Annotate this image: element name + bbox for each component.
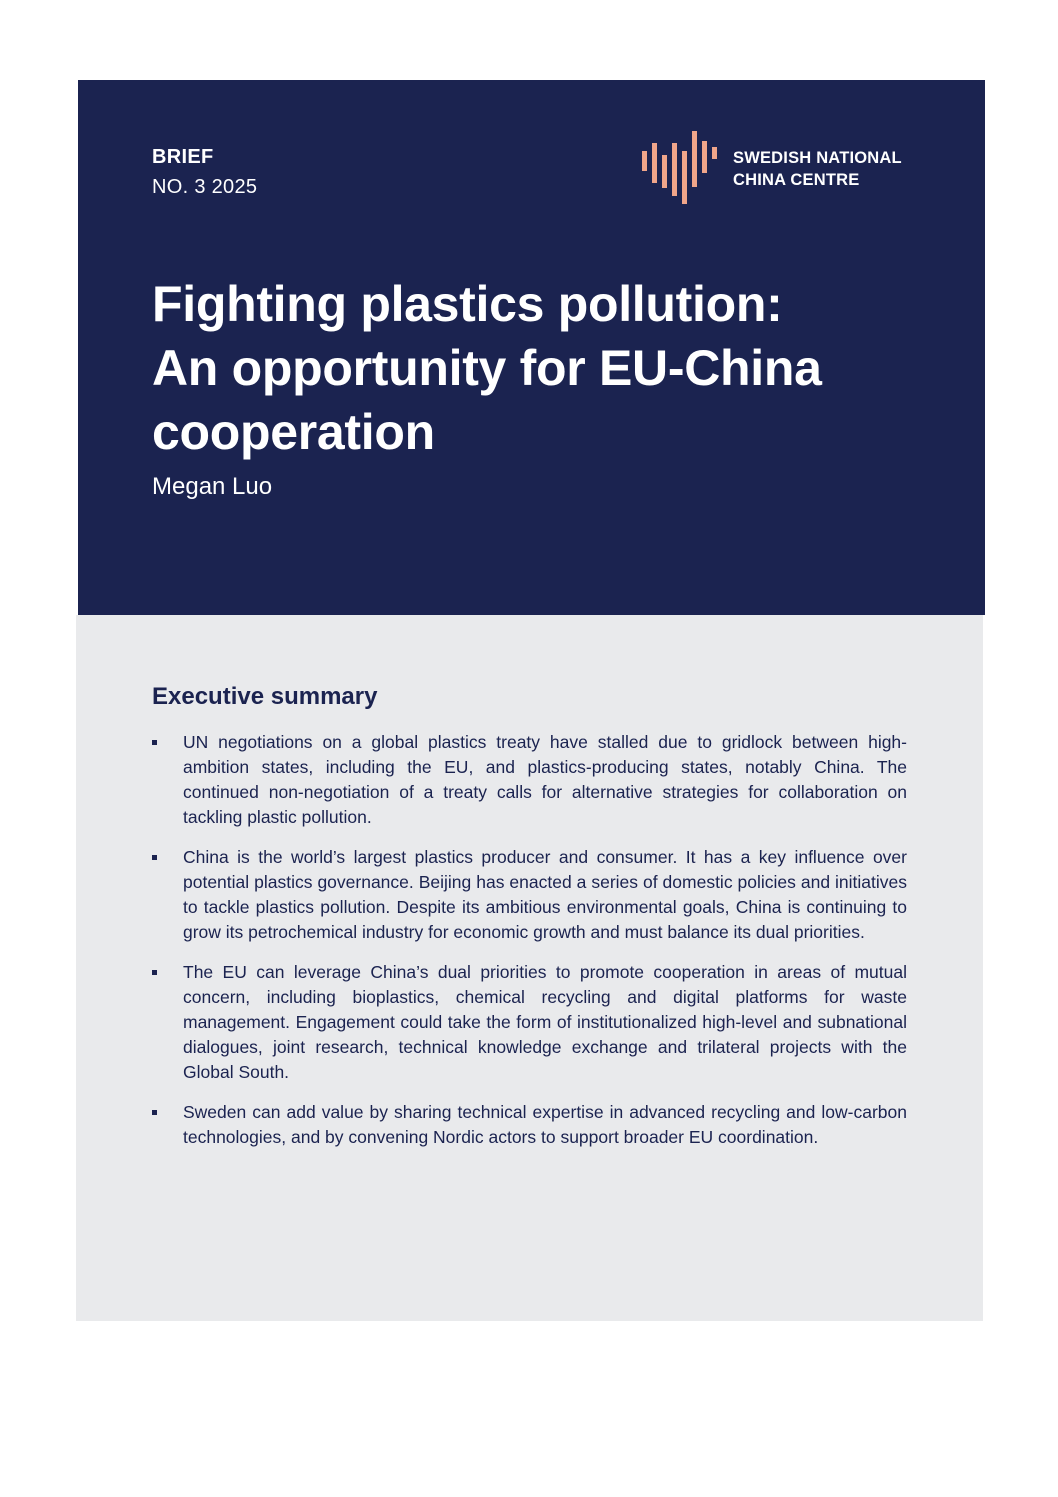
executive-summary-list — [152, 730, 907, 1165]
org-logo — [641, 128, 911, 204]
list-item-text: UN negotiations on a global plastics treaty have stalled due to gridlock between high-ambition states, including the EU, and plastics-producing states, notably China. The continued non-negotiation of a treaty calls for alternative strategies for collaboration on tackling plastic pollution. — [183, 732, 907, 827]
list-item-text: The EU can leverage China’s dual priorities to promote cooperation in areas of mutual concern, including bioplastics, chemical recycling and digital platforms for waste management. Engagement could take the form of institutionalized high-level and subnational dialogues, joint research, technical knowledge exchange and trilateral projects with the Global South. — [183, 962, 907, 1082]
list-item — [152, 845, 907, 945]
bullet-icon — [152, 740, 157, 745]
bullet-icon — [152, 855, 157, 860]
list-item — [152, 1100, 907, 1150]
document-title — [152, 272, 952, 464]
bullet-icon — [152, 1110, 157, 1115]
executive-summary-heading: Executive summary — [152, 683, 378, 710]
title-line: cooperation — [152, 404, 435, 460]
brief-label: BRIEF — [152, 146, 214, 168]
org-name-line-1: SWEDISH NATIONAL — [733, 149, 902, 167]
org-name-line-2: CHINA CENTRE — [733, 171, 860, 189]
bullet-icon — [152, 970, 157, 975]
list-item — [152, 730, 907, 830]
list-item-text: China is the world’s largest plastics producer and consumer. It has a key influence over potential plastics governance. Beijing has enacted a series of domestic policies and initiatives to tackle plastics pollution. Despite its ambitious environmental goals, China is continuing to grow its petrochemical industry for economic growth and must balance its dual priorities. — [183, 847, 907, 942]
title-line: An opportunity for EU-China — [152, 340, 822, 396]
list-item-text: Sweden can add value by sharing technical expertise in advanced recycling and low-carbon technologies, and by convening Nordic actors to support broader EU coordination. — [183, 1102, 907, 1147]
title-line: Fighting plastics pollution: — [152, 276, 783, 332]
org-name — [733, 147, 902, 191]
bar-pattern-logo-icon — [641, 128, 721, 204]
list-item — [152, 960, 907, 1085]
brief-number: NO. 3 2025 — [152, 176, 258, 198]
author-name: Megan Luo — [152, 473, 273, 500]
